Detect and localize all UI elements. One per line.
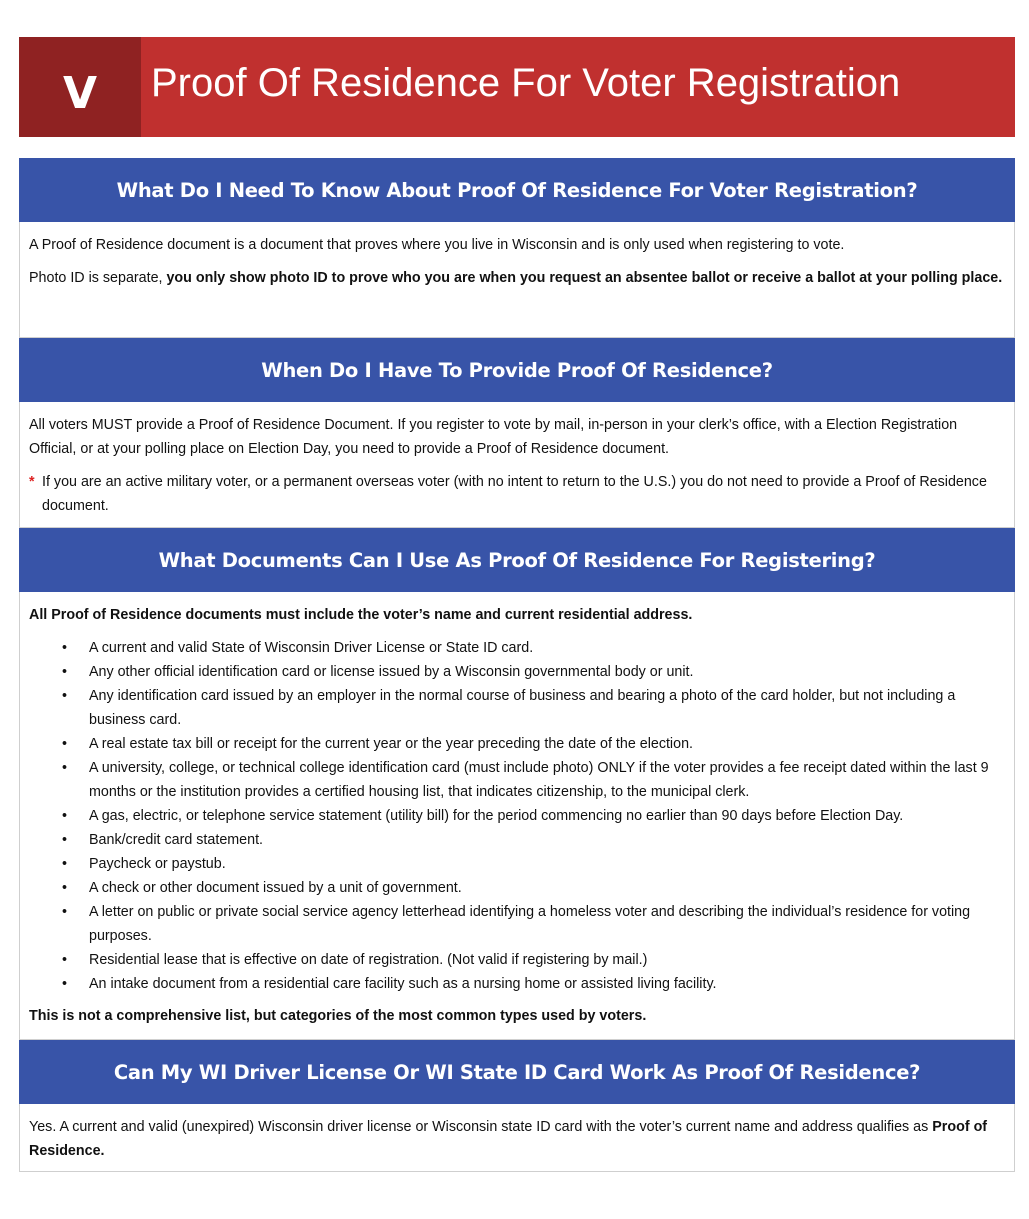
list-item-text: Paycheck or paystub. (89, 856, 226, 872)
documents-intro: All Proof of Residence documents must include the voter’s name and current residential address. (29, 607, 693, 623)
note-text: If you are an active military voter, or a permanent overseas voter (with no intent to return to the U.S.) you do not need to provide a Proof of Residence document. (42, 474, 987, 514)
paragraph-text: Photo ID is separate, (29, 270, 167, 286)
section-driver-license (19, 1040, 1015, 1172)
paragraph (29, 266, 1005, 290)
list-item-text: Any other official identification card or license issued by a Wisconsin governmental body or unit. (89, 664, 694, 680)
list-item (62, 876, 1005, 900)
exception-note (29, 470, 1005, 518)
list-item (62, 732, 1005, 756)
section-body (19, 402, 1015, 528)
list-item-text: A university, college, or technical college identification card (must include photo) ONLY if the voter provides a fee receipt dated within the last 9 months or the institution provides a certified housing list, that indicates citizenship, to the municipal clerk. (89, 760, 989, 800)
section-body (19, 222, 1015, 338)
bullet-icon: • (62, 808, 68, 824)
list-item (62, 804, 1005, 828)
list-item (62, 684, 1005, 732)
bullet-icon: • (62, 880, 68, 896)
bullet-icon: • (62, 688, 68, 704)
list-item (62, 660, 1005, 684)
section-heading: When Do I Have To Provide Proof Of Residence? (19, 338, 1015, 402)
section-documents (19, 528, 1015, 1040)
paragraph: All voters MUST provide a Proof of Residence Document. If you register to vote by mail, in-person in your clerk’s office, with a Election Registration Official, or at your polling place on Election Day, you need to provide a Proof of Residence document. (29, 417, 958, 457)
list-item (62, 636, 1005, 660)
document-content (19, 158, 1015, 1172)
bullet-icon: • (62, 904, 68, 920)
documents-outro: This is not a comprehensive list, but categories of the most common types used by voters. (29, 1008, 647, 1024)
section-heading: Can My WI Driver License Or WI State ID Card Work As Proof Of Residence? (19, 1040, 1015, 1104)
list-item-text: A gas, electric, or telephone service statement (utility bill) for the period commencing no earlier than 90 days before Election Day. (89, 808, 904, 824)
list-item (62, 972, 1005, 996)
paragraph-text: Yes. A current and valid (unexpired) Wisconsin driver license or Wisconsin state ID card with the voter’s current name and address qualifies as (29, 1119, 933, 1135)
page-title: Proof Of Residence For Voter Registration (141, 37, 1015, 137)
list-item-text: A real estate tax bill or receipt for the current year or the year preceding the date of the election. (89, 736, 693, 752)
documents-list (29, 636, 1005, 996)
paragraph (29, 1115, 1005, 1163)
bullet-icon: • (62, 664, 68, 680)
title-banner (19, 37, 1015, 137)
bullet-icon: • (62, 952, 68, 968)
list-item-text: A current and valid State of Wisconsin Driver License or State ID card. (89, 640, 534, 656)
list-item-text: Any identification card issued by an employer in the normal course of business and bearing a photo of the card holder, but not including a business card. (89, 688, 956, 728)
list-item-text: A letter on public or private social service agency letterhead identifying a homeless voter and describing the individual’s residence for voting purposes. (89, 904, 971, 944)
list-item-text: Residential lease that is effective on date of registration. (Not valid if registering by mail.) (89, 952, 648, 968)
section-when-provide (19, 338, 1015, 528)
list-item (62, 828, 1005, 852)
paragraph-bold-text: you only show photo ID to prove who you are when you request an absentee ballot or receive a ballot at your polling place. (166, 270, 1003, 286)
bullet-icon: • (62, 856, 68, 872)
list-item-text: Bank/credit card statement. (89, 832, 264, 848)
asterisk-icon: * (29, 474, 35, 490)
list-item-text: A check or other document issued by a unit of government. (89, 880, 462, 896)
bullet-icon: • (62, 976, 68, 992)
section-letter: V (19, 37, 141, 137)
section-about-proof (19, 158, 1015, 338)
paragraph-bold-text: Proof of Residence. (29, 1119, 988, 1159)
bullet-icon: • (62, 640, 68, 656)
section-heading: What Documents Can I Use As Proof Of Residence For Registering? (19, 528, 1015, 592)
list-item (62, 948, 1005, 972)
section-body (19, 592, 1015, 1040)
paragraph: A Proof of Residence document is a document that proves where you live in Wisconsin and is only used when registering to vote. (29, 237, 845, 253)
list-item-text: An intake document from a residential care facility such as a nursing home or assisted living facility. (89, 976, 717, 992)
bullet-icon: • (62, 760, 68, 776)
list-item (62, 852, 1005, 876)
bullet-icon: • (62, 736, 68, 752)
bullet-icon: • (62, 832, 68, 848)
list-item (62, 756, 1005, 804)
section-heading: What Do I Need To Know About Proof Of Residence For Voter Registration? (19, 158, 1015, 222)
list-item (62, 900, 1005, 948)
section-body (19, 1104, 1015, 1172)
